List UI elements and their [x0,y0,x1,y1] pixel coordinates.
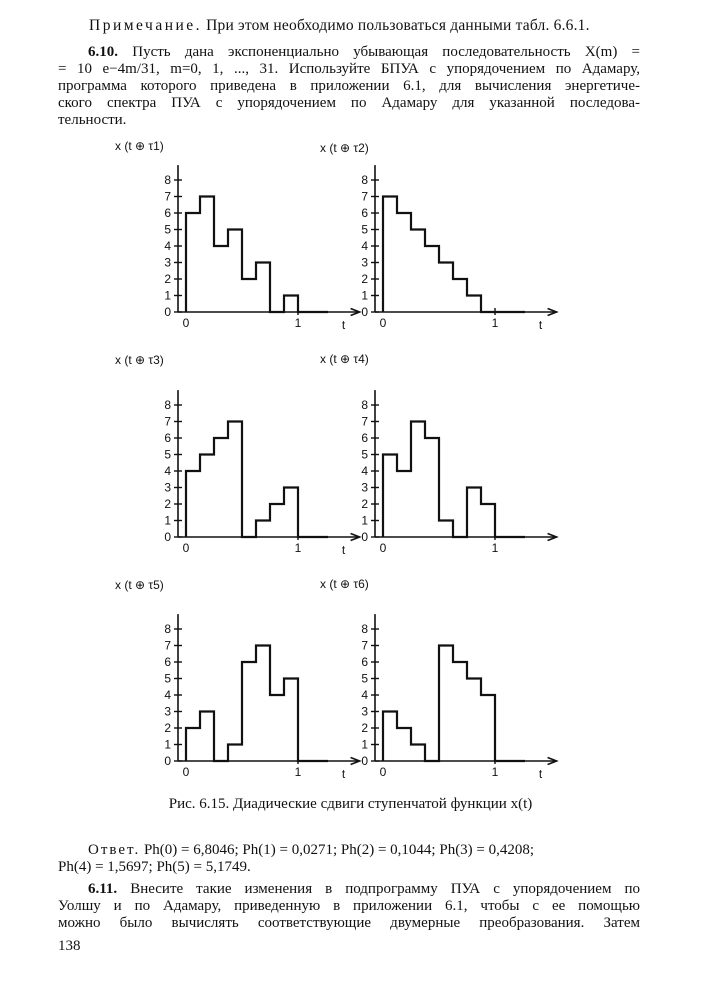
y-axis-label: x (t ⊕ τ1) [115,139,164,153]
y-tick-label: 3 [164,255,171,270]
y-tick-label: 4 [361,688,368,702]
y-tick-label: 8 [361,398,368,412]
y-tick-label: 0 [164,754,171,768]
x-tick-label: 1 [491,316,499,330]
y-tick-label: 3 [361,704,368,719]
y-tick-label: 0 [164,305,171,319]
x-axis-label: t [341,318,346,332]
y-tick-label: 5 [361,447,368,462]
y-tick-label: 8 [361,173,368,187]
x-tick-label: 1 [294,316,302,330]
y-axis-label: x (t ⊕ τ3) [115,353,164,367]
x-tick-label: 1 [491,541,499,555]
step-series [383,646,525,762]
problem-6-11-text-1: Внесите такие изменения в подпрограмму ПУА с упорядочением по [130,881,640,897]
y-tick-label: 4 [361,239,368,253]
y-tick-label: 4 [164,464,171,478]
y-tick-label: 6 [164,431,171,445]
y-tick-label: 2 [164,272,171,286]
y-tick-label: 5 [164,447,171,462]
y-tick-label: 1 [164,737,171,752]
y-tick-label: 7 [164,638,171,653]
y-axis-label: x (t ⊕ τ6) [320,577,369,591]
x-axis-label: t [538,767,543,781]
answer-label: Ответ. [88,842,141,858]
chart-panel-3 [115,353,360,557]
x-tick-label: 1 [491,765,499,779]
y-tick-label: 7 [361,414,368,429]
y-tick-label: 6 [164,655,171,669]
problem-6-10-text-1: Пусть дана экспоненциально убывающая последовательность X(m) = [132,44,640,60]
problem-6-10-line-2: = 10 e−4m/31, m=0, 1, ..., 31. Используйте БПУА с упорядочением по Адамару, [58,61,640,77]
note-text: При этом необходимо пользоваться данными табл. 6.6.1. [206,17,590,34]
page-number: 138 [58,938,81,954]
y-tick-label: 4 [164,688,171,702]
x-axis-label: t [341,767,346,781]
y-tick-label: 7 [361,638,368,653]
x-axis-label: t [341,543,346,557]
answer-line-2: Ph(4) = 1,5697; Ph(5) = 5,1749. [58,859,251,875]
y-axis-label: x (t ⊕ τ4) [320,352,369,366]
y-tick-label: 8 [164,173,171,187]
y-tick-label: 6 [164,206,171,220]
x-tick-label: 1 [294,541,302,555]
y-tick-label: 7 [164,189,171,204]
x-tick-label: 0 [182,765,190,779]
y-tick-label: 4 [164,239,171,253]
x-tick-label: 0 [379,541,387,555]
problem-6-11-number: 6.11. [88,881,118,897]
problem-6-11-line-3: можно было вычислять соответствующие двумерные преобразования. Затем [58,915,640,931]
y-axis-label: x (t ⊕ τ5) [115,578,164,592]
problem-6-10-line-5: тельности. [58,112,127,128]
y-tick-label: 8 [361,622,368,636]
y-tick-label: 6 [361,655,368,669]
x-tick-label: 0 [379,316,387,330]
y-tick-label: 7 [361,189,368,204]
step-series [383,422,525,538]
chart-panel-1 [115,139,360,332]
y-tick-label: 0 [164,530,171,544]
y-tick-label: 1 [361,737,368,752]
y-tick-label: 5 [164,671,171,686]
y-tick-label: 2 [361,721,368,735]
y-tick-label: 3 [361,480,368,495]
y-tick-label: 2 [361,272,368,286]
y-tick-label: 2 [361,497,368,511]
step-series [186,646,328,762]
x-tick-label: 0 [182,541,190,555]
answer-values-1: Ph(0) = 6,8046; Ph(1) = 0,0271; Ph(2) = 0,1044; Ph(3) = 0,4208; [143,842,535,858]
chart-panel-2 [320,141,557,332]
y-tick-label: 0 [361,305,368,319]
y-tick-label: 1 [164,513,171,528]
y-tick-label: 1 [361,288,368,303]
y-tick-label: 5 [164,222,171,237]
y-tick-label: 2 [164,497,171,511]
chart-panel-5 [115,578,360,781]
chart-panel-6 [320,577,557,781]
problem-6-11-line-1 [58,881,640,898]
note-label: Примечание. [89,17,203,34]
y-tick-label: 0 [361,530,368,544]
problem-6-11-line-2: Уолшу и по Адамару, приведенную в приложении 6.1, чтобы с ее помощью [58,898,640,914]
problem-6-10-line-4: ского спектра ПУА с упорядочением по Адамару для указанной последова- [58,95,640,111]
x-tick-label: 0 [379,765,387,779]
chart-panel-4 [320,352,557,555]
y-tick-label: 5 [361,222,368,237]
answer-line-1 [58,842,640,859]
y-tick-label: 0 [361,754,368,768]
y-tick-label: 8 [164,622,171,636]
x-axis-label: t [538,318,543,332]
y-tick-label: 1 [164,288,171,303]
step-series [186,422,328,538]
figure-caption: Рис. 6.15. Диадические сдвиги ступенчатой функции x(t) [168,796,533,812]
y-tick-label: 5 [361,671,368,686]
y-tick-label: 1 [361,513,368,528]
step-series [383,197,525,313]
y-tick-label: 7 [164,414,171,429]
y-tick-label: 3 [164,704,171,719]
problem-6-10-line-3: программа которого приведена в приложении 6.1, для вычисления энергетиче- [58,78,640,94]
y-tick-label: 6 [361,431,368,445]
step-series [186,197,328,313]
y-tick-label: 2 [164,721,171,735]
y-tick-label: 4 [361,464,368,478]
y-tick-label: 8 [164,398,171,412]
answer [58,842,640,876]
x-tick-label: 0 [182,316,190,330]
y-axis-label: x (t ⊕ τ2) [320,141,369,155]
y-tick-label: 3 [164,480,171,495]
problem-6-11 [58,881,640,932]
x-tick-label: 1 [294,765,302,779]
problem-6-10-number: 6.10. [88,44,118,60]
y-tick-label: 3 [361,255,368,270]
y-tick-label: 6 [361,206,368,220]
